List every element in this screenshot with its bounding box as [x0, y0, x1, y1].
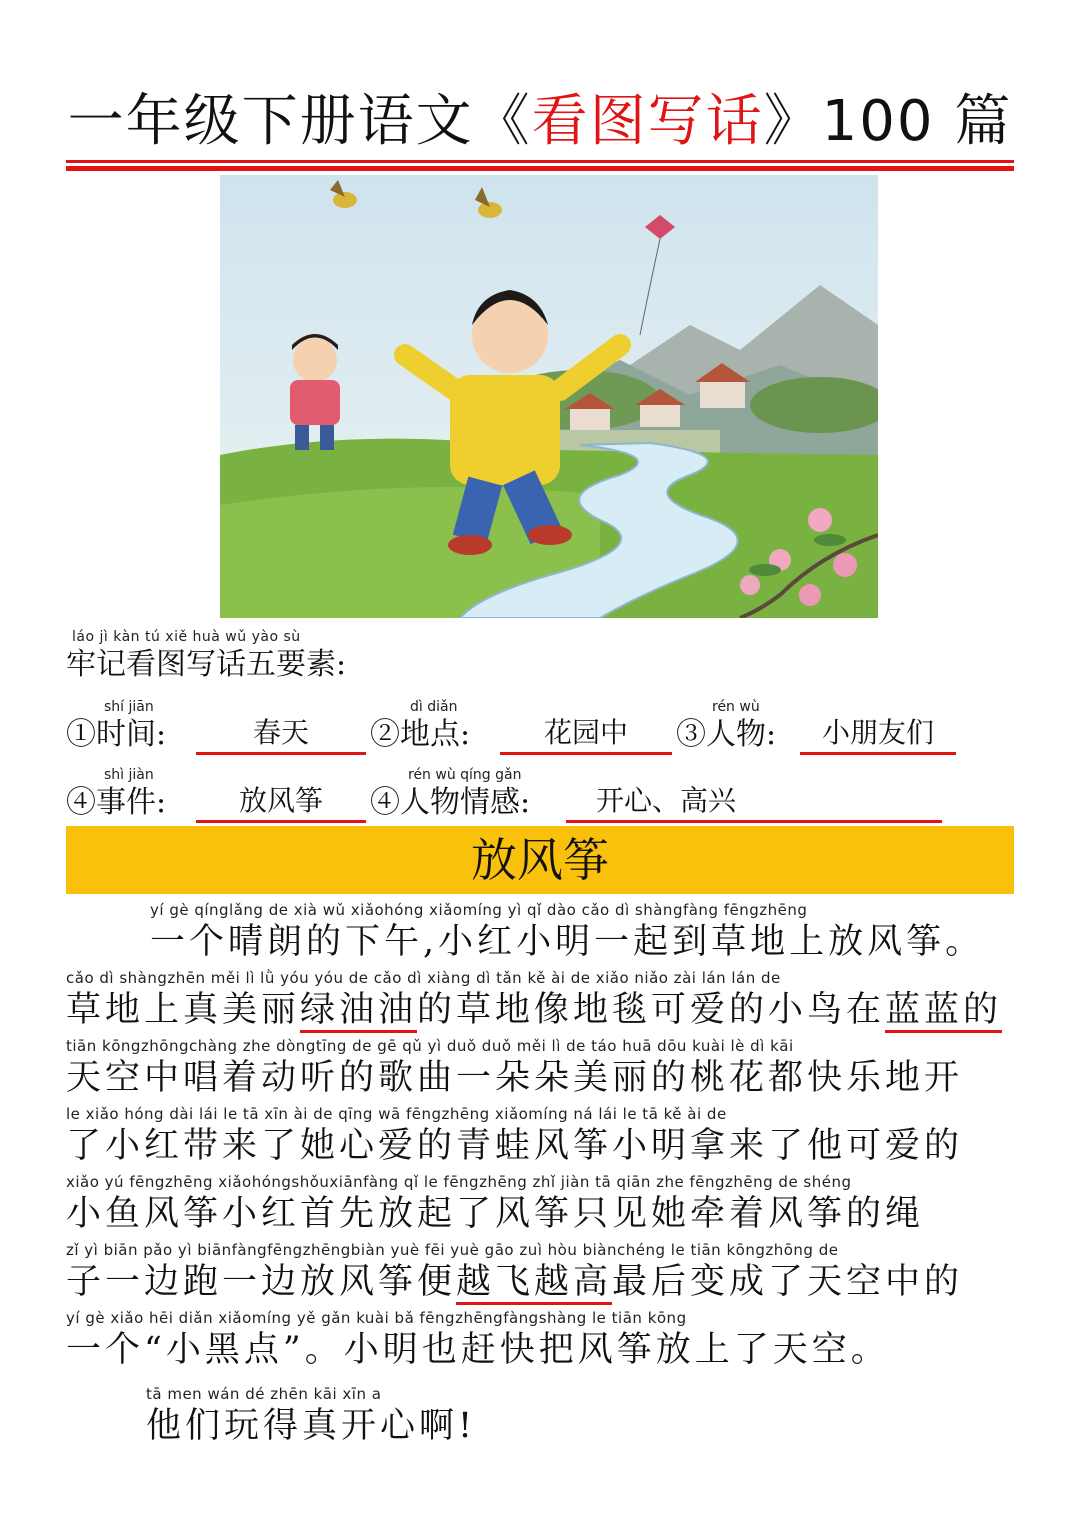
element-place — [370, 698, 470, 754]
story-line-text: 小鱼风筝小红首先放起了风筝只见她牵着风筝的绳 — [66, 1194, 925, 1234]
story-line-text — [66, 1260, 1014, 1304]
story-line-pinyin: cǎo dì shàngzhēn měi lì lǜ yóu yóu de cǎo dì xiàng dì tǎn kě ài de xiǎo niǎo zài lán lán de — [66, 969, 781, 987]
element-feeling — [370, 766, 530, 822]
underlined-phrase: 蓝蓝的 — [885, 990, 1002, 1033]
story-line-pinyin: zǐ yì biān pǎo yì biānfàngfēngzhēngbiàn yuè fēi yuè gāo zuì hòu biànchéng le tiān kōngzhōng de — [66, 1241, 839, 1259]
title-highlight: 看图写话 — [531, 89, 764, 154]
element-people-label: ③人物: — [676, 717, 777, 752]
story-line — [66, 1104, 1014, 1168]
page-title — [0, 84, 1080, 160]
element-time — [66, 698, 166, 754]
elements-heading — [66, 628, 346, 684]
story-line-pinyin: tiān kōngzhōngchàng zhe dòngtīng de gē qǔ yì duǒ duǒ měi lì de táo huā dōu kuài lè dì kāi — [66, 1037, 794, 1055]
title-rule-thick — [66, 166, 1014, 171]
story-line — [66, 1036, 1014, 1100]
story-line-text: 一个晴朗的下午,小红小明一起到草地上放风筝。 — [150, 922, 985, 962]
element-feeling-pinyin: rén wù qíng gǎn — [408, 767, 522, 783]
story-line-text: 天空中唱着动听的歌曲一朵朵美丽的桃花都快乐地开 — [66, 1058, 964, 1098]
element-place-label: ②地点: — [370, 717, 471, 752]
story-line-text: 他们玩得真开心啊! — [146, 1406, 477, 1446]
underlined-phrase: 绿油油 — [300, 990, 417, 1033]
story-line-pinyin: xiǎo yú fēngzhēng xiǎohóngshǒuxiānfàng qǐ le fēngzhēng zhǐ jiàn tā qiān zhe fēngzhēng de shéng — [66, 1173, 852, 1191]
story-line-pinyin: yí gè xiǎo hēi diǎn xiǎomíng yě gǎn kuài bǎ fēngzhēngfàngshàng le tiān kōng — [66, 1309, 687, 1327]
illustration-kite-flying — [220, 175, 878, 618]
story-text-segment: 草地上真美丽 — [66, 990, 301, 1030]
story-text-segment: 子一边跑一边放风筝便 — [66, 1262, 457, 1302]
element-place-pinyin: dì diǎn — [410, 699, 458, 715]
element-event-value: 放风筝 — [196, 782, 366, 823]
story-line-text — [66, 988, 1014, 1032]
story-line-pinyin: tā men wán dé zhēn kāi xīn a — [146, 1385, 382, 1403]
element-people-value: 小朋友们 — [800, 714, 956, 755]
title-rule-thin — [66, 160, 1014, 163]
underlined-phrase: 越飞越高 — [456, 1262, 612, 1305]
story-line — [66, 1308, 1014, 1372]
story-line — [66, 1172, 1014, 1236]
story-line-pinyin: le xiǎo hóng dài lái le tā xīn ài de qīng wā fēngzhēng xiǎomíng ná lái le tā kě ài de — [66, 1105, 727, 1123]
title-prefix: 一年级下册语文《 — [67, 89, 532, 154]
element-place-value: 花园中 — [500, 714, 672, 755]
story-line — [66, 1384, 1080, 1448]
elements-heading-pinyin: láo jì kàn tú xiě huà wǔ yào sù — [72, 629, 301, 645]
element-time-label: ①时间: — [66, 717, 167, 752]
element-event — [66, 766, 166, 822]
story-line — [66, 900, 1080, 964]
story-line-pinyin: yí gè qínglǎng de xià wǔ xiǎohóng xiǎomíng yì qǐ dào cǎo dì shàngfàng fēngzhēng — [150, 901, 808, 919]
title-suffix: 》100 篇 — [763, 89, 1013, 154]
story-line-text: 一个“小黑点”。小明也赶快把风筝放上了天空。 — [66, 1330, 890, 1370]
elements-heading-text: 牢记看图写话五要素: — [66, 647, 347, 682]
element-event-pinyin: shì jiàn — [104, 767, 154, 783]
story-text-segment: 的草地像地毯可爱的小鸟在 — [417, 990, 886, 1030]
story-line — [66, 968, 1014, 1032]
element-people-pinyin: rén wù — [712, 699, 760, 715]
element-time-pinyin: shí jiān — [104, 699, 154, 715]
element-feeling-value: 开心、高兴 — [566, 782, 942, 823]
story-title-banner: 放风筝 — [66, 826, 1014, 894]
element-feeling-label: ④人物情感: — [370, 785, 531, 820]
element-time-value: 春天 — [196, 714, 366, 755]
element-people — [676, 698, 776, 754]
story-line — [66, 1240, 1014, 1304]
story-line-text: 了小红带来了她心爱的青蛙风筝小明拿来了他可爱的 — [66, 1126, 964, 1166]
story-text-segment: 最后变成了天空中的 — [612, 1262, 964, 1302]
element-event-label: ④事件: — [66, 785, 167, 820]
